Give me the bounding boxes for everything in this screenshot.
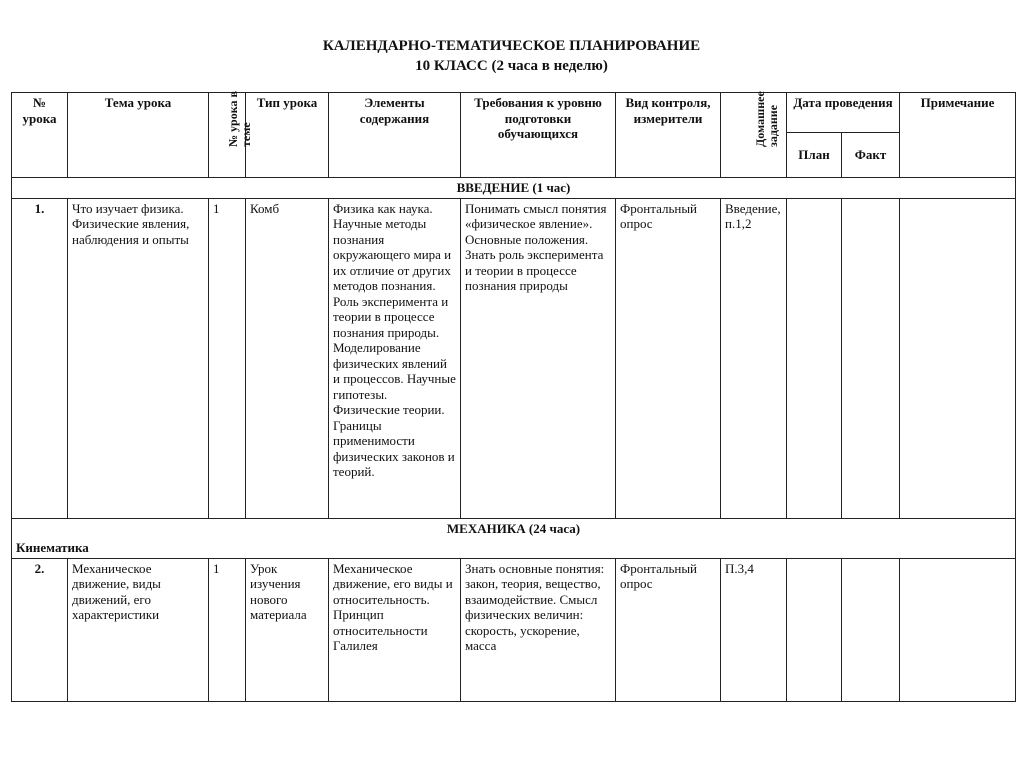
document-title: КАЛЕНДАРНО-ТЕМАТИЧЕСКОЕ ПЛАНИРОВАНИЕ <box>322 38 701 54</box>
row-control: Фронтальный опрос <box>616 198 721 518</box>
section-intro-title: ВВЕДЕНИЕ (1 час) <box>12 178 1016 199</box>
row-number: 2. <box>12 558 68 701</box>
header-no-in-theme <box>209 91 253 178</box>
header-requirements: Требования к уровню подготовки обучающихся <box>461 93 616 178</box>
header-no-in-theme-text: № урока в теме <box>226 91 253 147</box>
row-fact <box>842 558 900 701</box>
row-control: Фронтальный опрос <box>616 558 721 701</box>
row-number: 1. <box>12 198 68 518</box>
row-elements: Механическое движение, его виды и относительность. Принцип относительности Галилея <box>329 558 461 701</box>
row-no-in-theme: 1 <box>209 198 246 518</box>
row-no-in-theme: 1 <box>209 558 246 701</box>
row-plan <box>787 558 842 701</box>
header-row <box>12 93 1016 133</box>
header-fact: Факт <box>842 133 900 178</box>
header-control: Вид контроля, измерители <box>616 93 721 178</box>
header-note: Примечание <box>900 93 1016 178</box>
document-subtitle: 10 КЛАСС (2 часа в неделю) <box>415 58 608 74</box>
planning-table <box>11 92 1016 702</box>
row-note <box>900 558 1016 701</box>
subsection-row-kinematics <box>12 538 1016 558</box>
row-homework: П.3,4 <box>721 558 787 701</box>
table-row <box>12 558 1016 701</box>
row-plan <box>787 198 842 518</box>
row-topic: Что изучает физика. Физические явления, наблюдения и опыты <box>68 198 209 518</box>
header-plan: План <box>787 133 842 178</box>
section-row-intro <box>12 178 1016 199</box>
header-type: Тип урока <box>246 93 329 178</box>
header-lesson-no: № урока <box>12 93 68 178</box>
row-type: Комб <box>246 198 329 518</box>
row-elements: Физика как наука. Научные методы познания окружающего мира и их отличие от других методов познания. Роль эксперимента и теории в процессе познания природы. Моделирование физических явлений и процессов. Научные гипотезы. Физические теории. Границы применимости физических законов и теорий. <box>329 198 461 518</box>
section-row-mechanics <box>12 518 1016 538</box>
row-requirements: Знать основные понятия: закон, теория, вещество, взаимодействие. Смысл физических величин: скорость, ускорение, масса <box>461 558 616 701</box>
row-requirements: Понимать смысл понятия «физическое явление». Основные положения. Знать роль эксперимента и теории в процессе познания природы <box>461 198 616 518</box>
row-type: Урок изучения нового материала <box>246 558 329 701</box>
row-topic: Механическое движение, виды движений, его характеристики <box>68 558 209 701</box>
header-date: Дата проведения <box>787 93 900 133</box>
section-mechanics-title: МЕХАНИКА (24 часа) <box>12 518 1016 538</box>
header-elements: Элементы содержания <box>329 93 461 178</box>
header-homework <box>721 93 787 178</box>
row-fact <box>842 198 900 518</box>
row-note <box>900 198 1016 518</box>
header-topic: Тема урока <box>68 93 209 178</box>
subsection-kinematics-title: Кинематика <box>12 538 1016 558</box>
row-homework: Введение, п.1,2 <box>721 198 787 518</box>
table-row <box>12 198 1016 518</box>
header-homework-text: Домашнее задание <box>752 91 780 147</box>
